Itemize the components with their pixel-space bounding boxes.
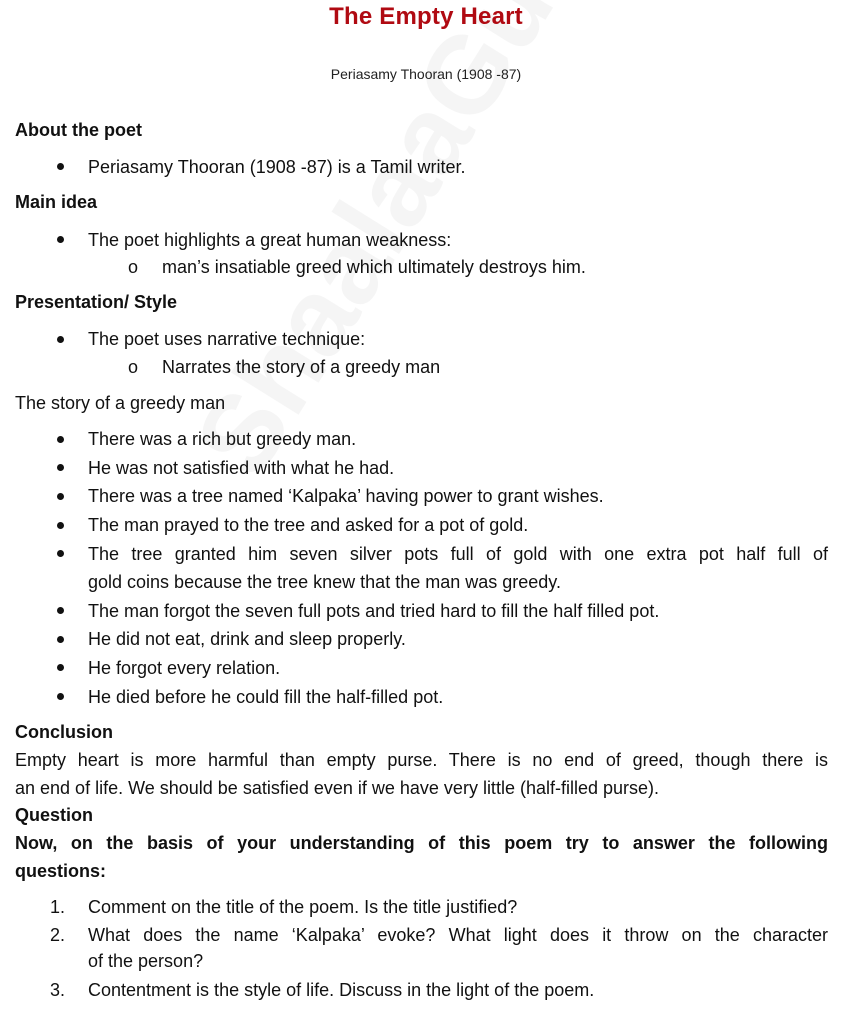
sub-list-item: Narrates the story of a greedy man [162, 357, 441, 377]
list-item: The poet uses narrative technique: [88, 329, 366, 349]
sub-bullet-icon: o [128, 357, 139, 377]
question-item: What does the name ‘Kalpaka’ evoke? What light does it throw on the character [88, 925, 828, 945]
list-item-continuation: gold coins because the tree knew that the man was greedy. [88, 572, 561, 592]
conclusion-text: Empty heart is more harmful than empty purse. There is no end of greed, though there is [15, 750, 828, 770]
bullet-icon [57, 522, 64, 529]
question-item-continuation: of the person? [88, 951, 204, 971]
sub-list-item: man’s insatiable greed which ultimately destroys him. [162, 257, 586, 277]
question-number: 3. [50, 980, 66, 1000]
question-number: 1. [50, 897, 66, 917]
heading-story: The story of a greedy man [15, 393, 226, 413]
bullet-icon [57, 436, 64, 443]
bullet-icon [57, 336, 64, 343]
bullet-icon [57, 693, 64, 700]
bullet-icon [57, 664, 64, 671]
bullet-icon [57, 493, 64, 500]
question-prompt: questions: [15, 861, 107, 881]
list-item: There was a tree named ‘Kalpaka’ having power to grant wishes. [88, 486, 604, 506]
list-item: He died before he could fill the half-filled pot. [88, 687, 444, 707]
question-item: Comment on the title of the poem. Is the title justified? [88, 897, 518, 917]
heading-conclusion: Conclusion [15, 722, 113, 742]
list-item: The man prayed to the tree and asked for a pot of gold. [88, 515, 529, 535]
list-item: There was a rich but greedy man. [88, 429, 357, 449]
bullet-icon [57, 163, 64, 170]
bullet-icon [57, 607, 64, 614]
list-item: He forgot every relation. [88, 658, 281, 678]
heading-about-the-poet: About the poet [15, 120, 142, 140]
bullet-icon [57, 236, 64, 243]
bullet-icon [57, 464, 64, 471]
bullet-icon [57, 550, 64, 557]
list-item: He was not satisfied with what he had. [88, 458, 395, 478]
question-prompt: Now, on the basis of your understanding of this poem try to answer the following [15, 833, 828, 853]
bullet-icon [57, 636, 64, 643]
question-number: 2. [50, 925, 66, 945]
heading-presentation-style: Presentation/ Style [15, 292, 178, 312]
list-item: He did not eat, drink and sleep properly. [88, 629, 406, 649]
list-item: The man forgot the seven full pots and tried hard to fill the half filled pot. [88, 601, 660, 621]
heading-main-idea: Main idea [15, 192, 98, 212]
sub-bullet-icon: o [128, 257, 139, 277]
heading-question: Question [15, 805, 94, 825]
author-subtitle: Periasamy Thooran (1908 -87) [330, 66, 522, 82]
conclusion-text: an end of life. We should be satisfied even if we have very little (half-filled purse). [15, 778, 660, 798]
question-item: Contentment is the style of life. Discuss in the light of the poem. [88, 980, 595, 1000]
page-title: The Empty Heart [329, 3, 523, 30]
list-item: Periasamy Thooran (1908 -87) is a Tamil writer. [88, 157, 466, 177]
list-item: The tree granted him seven silver pots full of gold with one extra pot half full of [88, 544, 828, 564]
list-item: The poet highlights a great human weakness: [88, 230, 452, 250]
